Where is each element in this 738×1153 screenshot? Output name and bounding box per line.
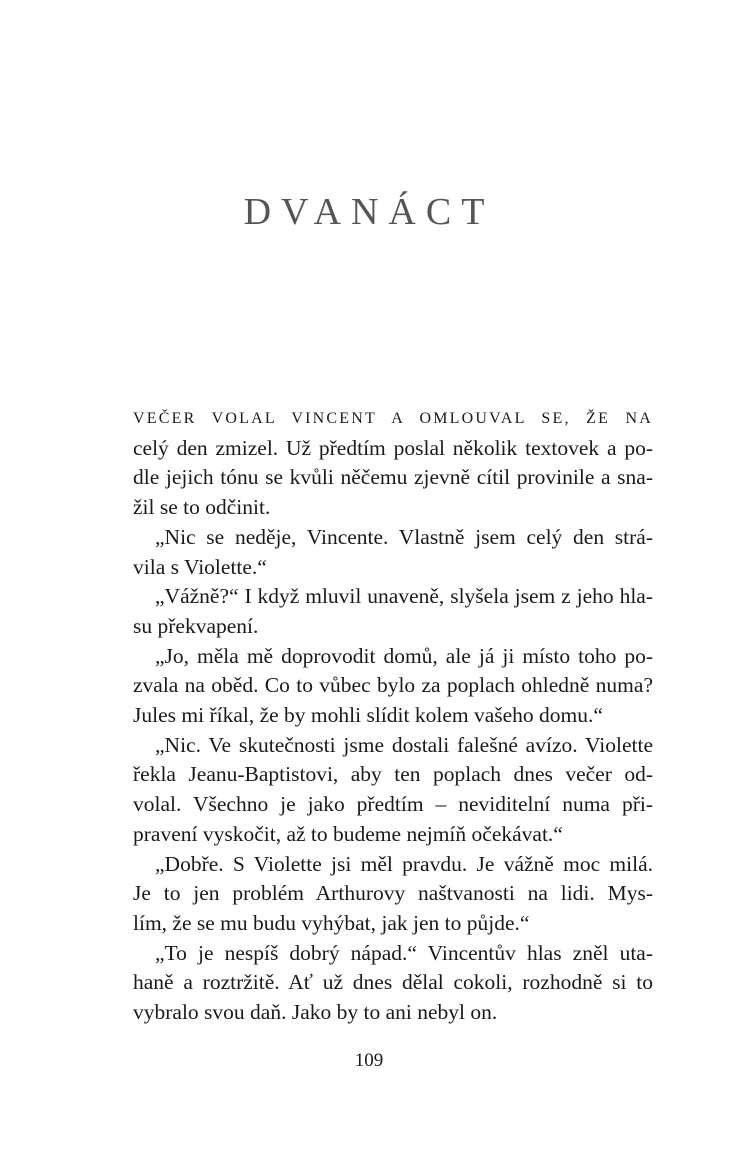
text-line: „Dobře. S Violette jsi měl pravdu. Je vážně moc milá. bbox=[155, 851, 653, 876]
text-line: Je to jen problém Arthurovy naštvanosti na lidi. Mys- bbox=[133, 881, 653, 906]
text-line: vila s Violette.“ bbox=[133, 554, 267, 579]
text-line: haně a roztržitě. Ať už dnes dělal cokoli, rozhodně si to bbox=[133, 970, 653, 995]
text-line: volal. Všechno je jako předtím – neviditelní numa při- bbox=[133, 792, 653, 817]
text-line: pravení vyskočit, až to budeme nejmíň očekávat.“ bbox=[133, 821, 563, 846]
text-line: „Nic. Ve skutečnosti jsme dostali falešné avízo. Violette bbox=[155, 732, 653, 757]
opening-line-smallcaps: VEČER VOLAL VINCENT A OMLOUVAL SE, ŽE NA bbox=[133, 410, 653, 427]
text-line: dle jejich tónu se kvůli něčemu zjevně cítil provinile a sna- bbox=[133, 465, 653, 490]
text-line: „Jo, měla mě doprovodit domů, ale já ji místo toho po- bbox=[155, 643, 653, 668]
text-line: lím, že se mu budu vyhýbat, jak jen to půjde.“ bbox=[133, 910, 530, 935]
chapter-body bbox=[133, 404, 653, 1028]
text-line: su překvapení. bbox=[133, 613, 259, 638]
text-line: vybralo svou daň. Jako by to ani nebyl on. bbox=[133, 1000, 498, 1025]
text-line: žil se to odčinit. bbox=[133, 495, 271, 520]
text-line: „To je nespíš dobrý nápad.“ Vincentův hlas zněl uta- bbox=[155, 940, 653, 965]
text-line: „Vážně?“ I když mluvil unaveně, slyšela jsem z jeho hla- bbox=[155, 584, 653, 609]
text-line: řekla Jeanu-Baptistovi, aby ten poplach dnes večer od- bbox=[133, 762, 653, 787]
text-line: zvala na oběd. Co to vůbec bylo za poplach ohledně numa? bbox=[133, 673, 653, 698]
page-number: 109 bbox=[354, 1050, 384, 1071]
chapter-title: DVANÁCT bbox=[243, 191, 495, 233]
paragraph-lines bbox=[133, 434, 653, 1028]
text-line: Jules mi říkal, že by mohli slídit kolem vašeho domu.“ bbox=[133, 703, 603, 728]
text-line: celý den zmizel. Už předtím poslal několik textovek a po- bbox=[133, 435, 653, 460]
text-line: „Nic se neděje, Vincente. Vlastně jsem celý den strá- bbox=[155, 524, 653, 549]
